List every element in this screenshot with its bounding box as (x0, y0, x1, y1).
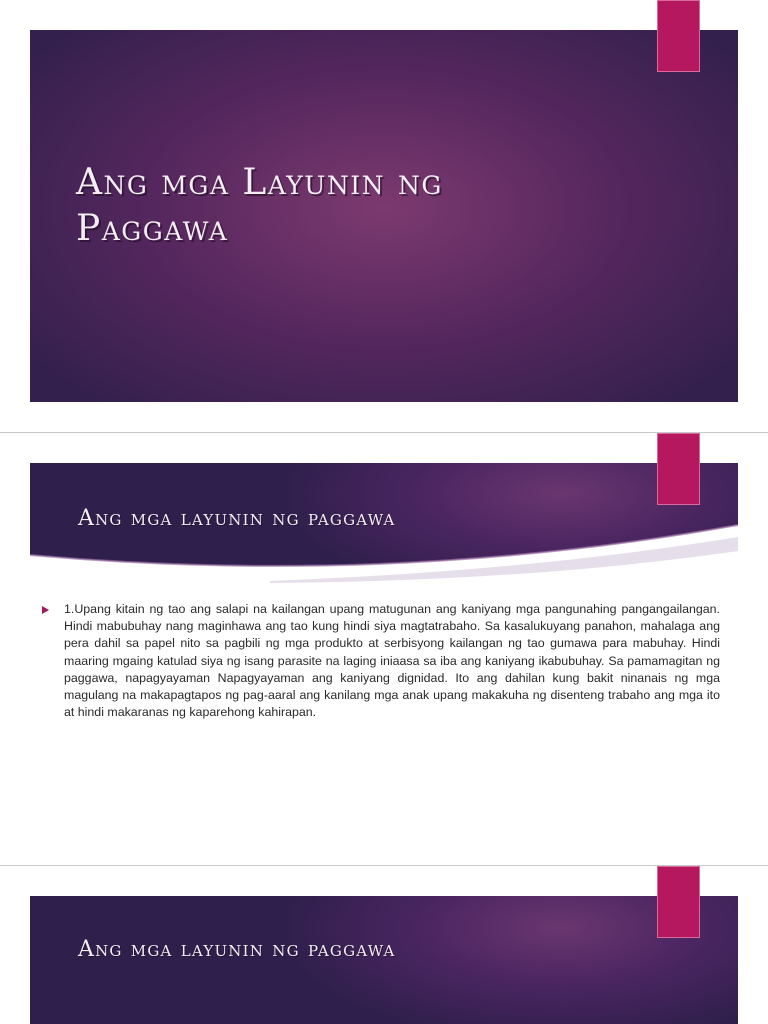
slide-divider (0, 865, 768, 866)
slide-title (76, 160, 443, 252)
triangle-bullet-icon (42, 606, 49, 614)
slide-title-line-2: Paggawa (76, 208, 229, 249)
accent-tab (657, 866, 700, 938)
slide-title: Ang mga layunin ng paggawa (78, 937, 396, 962)
content-slide (30, 463, 738, 863)
bullet-item (30, 601, 720, 721)
content-slide (30, 896, 738, 1024)
slide-divider (0, 432, 768, 433)
slide-title-line-1: Ang mga Layunin ng (76, 162, 443, 203)
header-band (30, 896, 738, 1024)
accent-tab (657, 0, 700, 72)
title-slide (30, 30, 738, 402)
slide-title: Ang mga layunin ng paggawa (78, 506, 396, 531)
bullet-text: 1.Upang kitain ng tao ang salapi na kailangan upang matugunan ang kaniyang mga pangunahing pangangailangan. Hindi mabubuhay nang maginhawa ang tao kung hindi siya magtatrabaho. Sa kasalukuyang panahon, mahalaga ang pera dahil sa papel nito sa pagbili ng mga produkto at serbisyong kailangan ng tao gumawa para mabuhay. Hindi maaring mgaing katulad siya ng isang parasite na laging iniaasa sa iba ang kaniyang ikabubuhay. Sa pamamagitan ng paggawa, napagyayaman Napagyayaman ang kaniyang dignidad. Ito ang dahilan kung bakit ninanais ng mga magulang na makapagtapos ng pag-aaral ang kanilang mga anak upang makakuha ng disenteng trabaho ang mga ito at hindi makaranas ng kaparehong kahirapan. (64, 602, 720, 720)
accent-tab (657, 433, 700, 505)
header-band (30, 463, 738, 585)
